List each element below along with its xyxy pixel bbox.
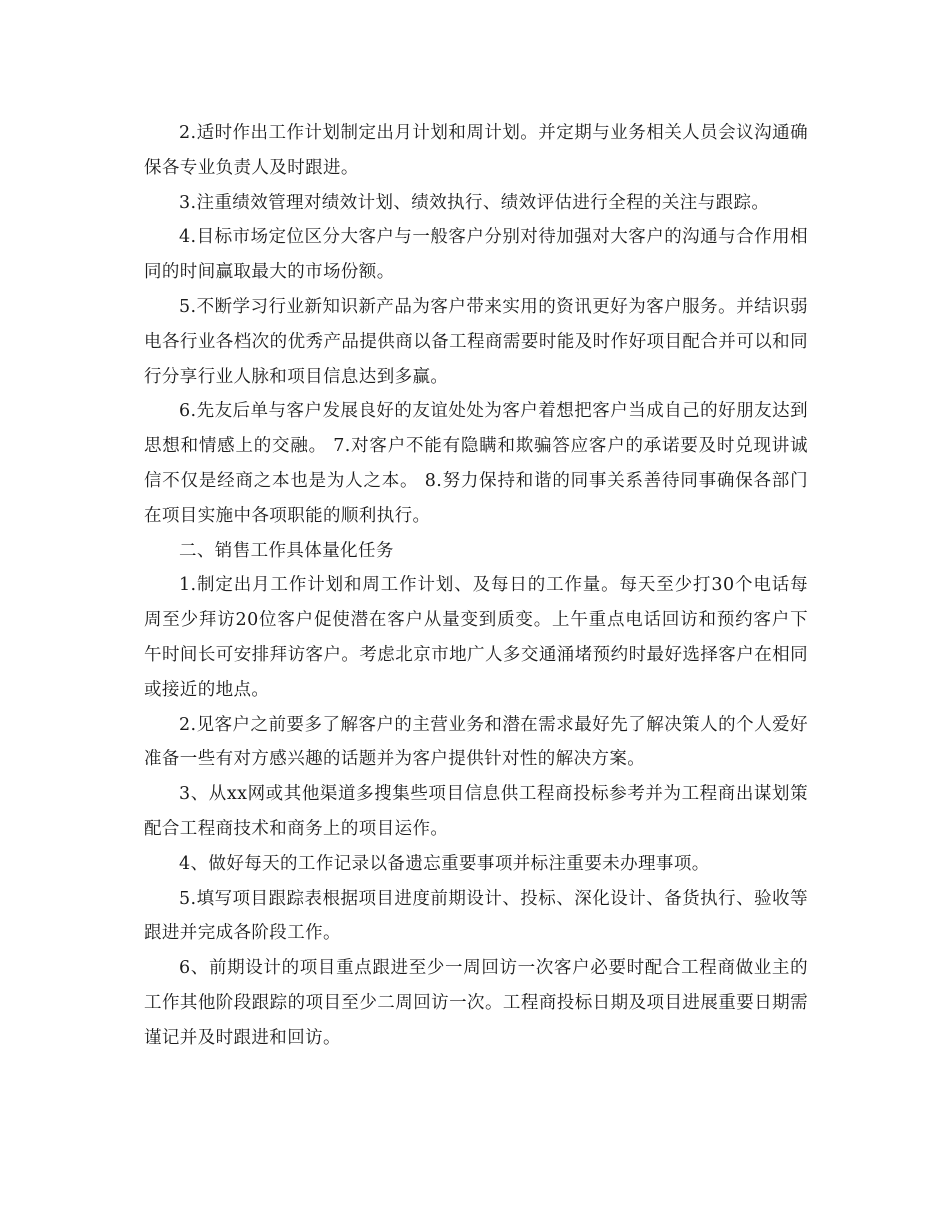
paragraph: 6、前期设计的项目重点跟进至少一周回访一次客户必要时配合工程商做业主的工作其他阶段跟踪的项目至少二周回访一次。工程商投标日期及项目进展重要日期需谨记并及时跟进和回访。 <box>144 958 808 1048</box>
paragraph: 3.注重绩效管理对绩效计划、绩效执行、绩效评估进行全程的关注与跟踪。 <box>179 192 770 213</box>
paragraph: 5.填写项目跟踪表根据项目进度前期设计、投标、深化设计、备货执行、验收等跟进并完成各阶段工作。 <box>144 888 808 944</box>
paragraph: 4、做好每天的工作记录以备遗忘重要事项并标注重要未办理事项。 <box>179 853 710 874</box>
document-body <box>144 116 808 1056</box>
paragraph: 3、从xx网或其他渠道多搜集些项目信息供工程商投标参考并为工程商出谋划策配合工程商技术和商务上的项目运作。 <box>144 784 808 839</box>
paragraph: 6.先友后单与客户发展良好的友谊处处为客户着想把客户当成自己的好朋友达到思想和情感上的交融。 7.对客户不能有隐瞒和欺骗答应客户的承诺要及时兑现讲诚信不仅是经商之本也是为人之本。 8.努力保持和谐的同事关系善待同事确保各部门在项目实施中各项职能的顺利执行。 <box>144 401 808 526</box>
paragraph: 2.适时作出工作计划制定出月计划和周计划。并定期与业务相关人员会议沟通确保各专业负责人及时跟进。 <box>144 123 808 178</box>
paragraph: 1.制定出月工作计划和周工作计划、及每日的工作量。每天至少打30个电话每周至少拜访20位客户促使潜在客户从量变到质变。上午重点电话回访和预约客户下午时间长可安排拜访客户。考虑北京市地广人多交通涌堵预约时最好选择客户在相同或接近的地点。 <box>144 575 808 700</box>
paragraph: 2.见客户之前要多了解客户的主营业务和潜在需求最好先了解决策人的个人爱好准备一些有对方感兴趣的话题并为客户提供针对性的解决方案。 <box>144 714 808 770</box>
section-heading: 二、销售工作具体量化任务 <box>179 540 394 561</box>
paragraph: 4.目标市场定位区分大客户与一般客户分别对待加强对大客户的沟通与合作用相同的时间赢取最大的市场份额。 <box>144 227 808 283</box>
paragraph: 5.不断学习行业新知识新产品为客户带来实用的资讯更好为客户服务。并结识弱电各行业各档次的优秀产品提供商以备工程商需要时能及时作好项目配合并可以和同行分享行业人脉和项目信息达到多赢。 <box>144 296 808 387</box>
